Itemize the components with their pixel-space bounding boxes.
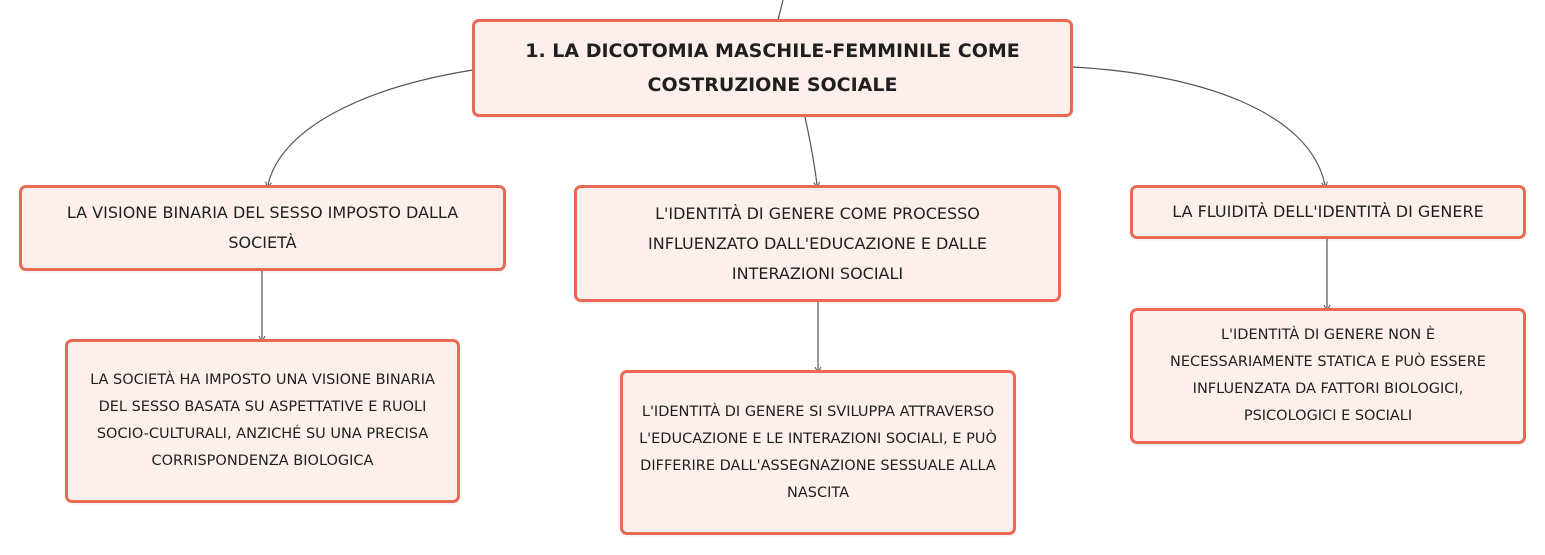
topic-label: LA VISIONE BINARIA DEL SESSO IMPOSTO DALLA SOCIETÀ — [66, 203, 459, 252]
root-to-branch-2-connector — [805, 117, 817, 185]
root-node[interactable] — [472, 19, 1073, 117]
root-to-branch-1-connector — [268, 70, 473, 185]
topic-node-gender-fluidity[interactable] — [1130, 185, 1526, 239]
detail-label: L'IDENTITÀ DI GENERE NON È NECESSARIAMENTE STATICA E PUÒ ESSERE INFLUENZATA DA FATTORI BIOLOGICI, PSICOLOGICI E SOCIALI — [1170, 327, 1486, 424]
detail-label: LA SOCIETÀ HA IMPOSTO UNA VISIONE BINARIA DEL SESSO BASATA SU ASPETTATIVE E RUOLI SOCIO-CULTURALI, ANZICHÉ SU UNA PRECISA CORRISPONDENZA BIOLOGICA — [90, 372, 435, 469]
topic-node-gender-identity-process[interactable] — [574, 185, 1061, 302]
topic-label: L'IDENTITÀ DI GENERE COME PROCESSO INFLUENZATO DALL'EDUCAZIONE E DALLE INTERAZIONI SOCIALI — [648, 203, 987, 283]
incoming-connector — [778, 0, 783, 20]
detail-node-binary-vision[interactable] — [65, 339, 460, 503]
topic-node-binary-vision[interactable] — [19, 185, 506, 271]
root-to-branch-3-connector — [1073, 67, 1325, 185]
root-label: 1. LA DICOTOMIA MASCHILE-FEMMINILE COME COSTRUZIONE SOCIALE — [525, 40, 1020, 96]
detail-label: L'IDENTITÀ DI GENERE SI SVILUPPA ATTRAVERSO L'EDUCAZIONE E LE INTERAZIONI SOCIALI, E PUÒ DIFFERIRE DALL'ASSEGNAZIONE SESSUALE ALLA NASCITA — [639, 403, 997, 501]
detail-node-gender-fluidity[interactable] — [1130, 308, 1526, 444]
detail-node-gender-identity-process[interactable] — [620, 370, 1016, 535]
topic-label: LA FLUIDITÀ DELL'IDENTITÀ DI GENERE — [1172, 202, 1484, 221]
